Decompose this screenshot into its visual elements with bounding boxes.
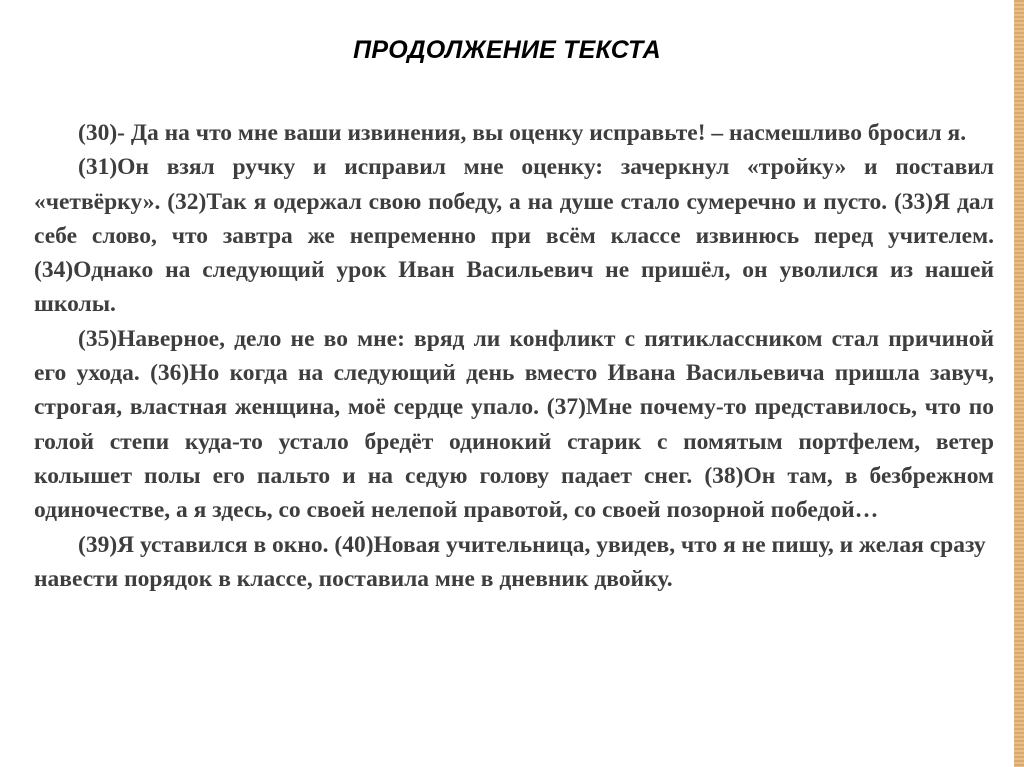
- paragraph-39-40: (39)Я уставился в окно. (40)Новая учительница, увидев, что я не пишу, и желая сразу навести порядок в классе, поставила мне в дневник двойку.: [34, 531, 986, 592]
- decorative-right-border: [1014, 0, 1024, 767]
- paragraph-30: (30)- Да на что мне ваши извинения, вы оценку исправьте! – насмешливо бросил я.: [78, 120, 967, 146]
- paragraph-31-34: (31)Он взял ручку и исправил мне оценку: зачеркнул «тройку» и поставил «четвёрку». (32)Так я одержал свою победу, а на душе стало сумеречно и пусто. (33)Я дал себе слово, что завтра же непременно при всём классе извинюсь перед учителем. (34)Однако на следующий урок Иван Васильевич не пришёл, он уволился из нашей школы.: [34, 154, 994, 318]
- paragraph-35-38: (35)Наверное, дело не во мне: вряд ли конфликт с пятиклассником стал причиной его ухода. (36)Но когда на следующий день вместо Ивана Васильевича пришла завуч, строгая, властная женщина, моё сердце упало. (37)Мне почему-то представилось, что по голой степи куда-то устало бредёт одинокий старик с помятым портфелем, ветер колышет полы его пальто и на седую голову падает снег. (38)Он там, в безбрежном одиночестве, а я здесь, со своей нелепой правотой, со своей позорной победой…: [34, 325, 994, 524]
- slide-title: ПРОДОЛЖЕНИЕ ТЕКСТА: [353, 36, 661, 64]
- text-body: [34, 116, 994, 596]
